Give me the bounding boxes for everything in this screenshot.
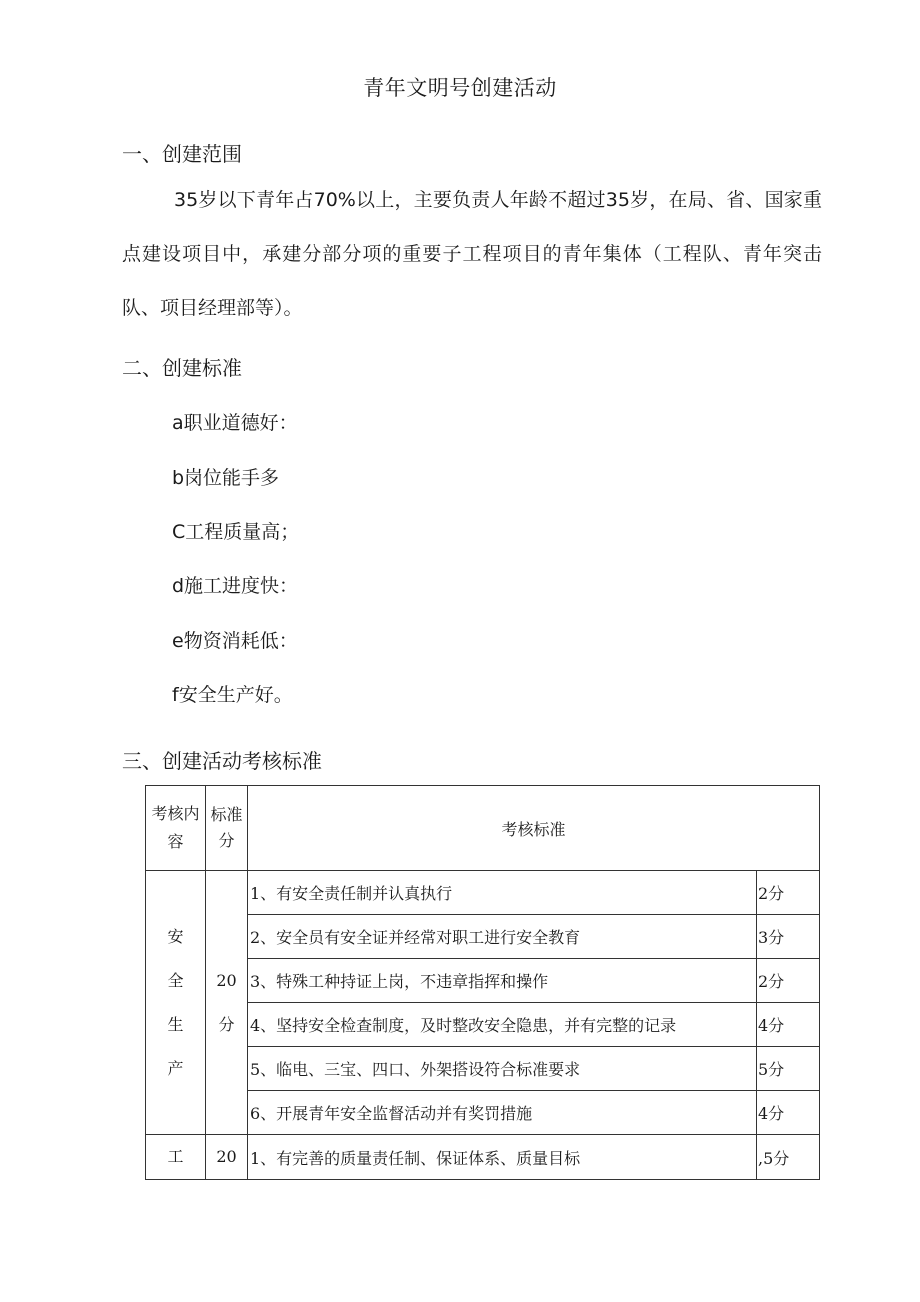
points-cell: 4分 bbox=[757, 1091, 820, 1135]
standard-item: e物资消耗低： bbox=[172, 630, 298, 652]
category-cell: 安全生产 bbox=[146, 871, 206, 1135]
score-cell: 20 bbox=[206, 1135, 248, 1180]
standard-item: b岗位能手多 bbox=[172, 467, 280, 489]
table-row bbox=[146, 1003, 820, 1047]
table-row bbox=[146, 871, 820, 915]
header-criteria: 考核标准 bbox=[248, 786, 820, 871]
scope-paragraph: 35岁以下青年占70%以上，主要负责人年龄不超过35岁，在局、省、国家重点建设项目中，承建分部分项的重要子工程项目的青年集体（工程队、青年突击队、项目经理部等）。 bbox=[122, 189, 822, 319]
standard-item: a职业道德好： bbox=[172, 412, 298, 434]
points-cell: 3分 bbox=[757, 915, 820, 959]
header-score: 标准分 bbox=[206, 786, 248, 871]
table-row bbox=[146, 1047, 820, 1091]
table-header-row bbox=[146, 786, 820, 871]
criterion-cell: 4、坚持安全检查制度，及时整改安全隐患，并有完整的记录 bbox=[248, 1003, 757, 1047]
section-heading-assessment: 三、创建活动考核标准 bbox=[122, 749, 322, 773]
criterion-cell: 1、有安全责任制并认真执行 bbox=[248, 871, 757, 915]
category-cell: 工 bbox=[146, 1135, 206, 1180]
section-heading-standards: 二、创建标准 bbox=[122, 356, 242, 380]
section-heading-scope: 一、创建范围 bbox=[122, 142, 242, 166]
points-cell: 2分 bbox=[757, 871, 820, 915]
points-cell: 5分 bbox=[757, 1047, 820, 1091]
criterion-cell: 6、开展青年安全监督活动并有奖罚措施 bbox=[248, 1091, 757, 1135]
points-cell: ,5分 bbox=[757, 1135, 820, 1180]
points-cell: 2分 bbox=[757, 959, 820, 1003]
table-row bbox=[146, 1135, 820, 1180]
assessment-table bbox=[145, 785, 820, 1180]
criterion-cell: 1、有完善的质量责任制、保证体系、质量目标 bbox=[248, 1135, 757, 1180]
criterion-cell: 5、临电、三宝、四口、外架搭设符合标准要求 bbox=[248, 1047, 757, 1091]
table-row bbox=[146, 915, 820, 959]
criterion-cell: 3、特殊工种持证上岗，不违章指挥和操作 bbox=[248, 959, 757, 1003]
table-row bbox=[146, 959, 820, 1003]
table-row bbox=[146, 1091, 820, 1135]
standard-item: d施工进度快： bbox=[172, 575, 299, 597]
header-content: 考核内容 bbox=[146, 786, 206, 871]
standard-item: C工程质量高； bbox=[172, 521, 300, 543]
score-cell: 20分 bbox=[206, 871, 248, 1135]
page-title: 青年文明号创建活动 bbox=[363, 76, 557, 100]
standard-item: f安全生产好。 bbox=[172, 684, 293, 706]
points-cell: 4分 bbox=[757, 1003, 820, 1047]
criterion-cell: 2、安全员有安全证并经常对职工进行安全教育 bbox=[248, 915, 757, 959]
